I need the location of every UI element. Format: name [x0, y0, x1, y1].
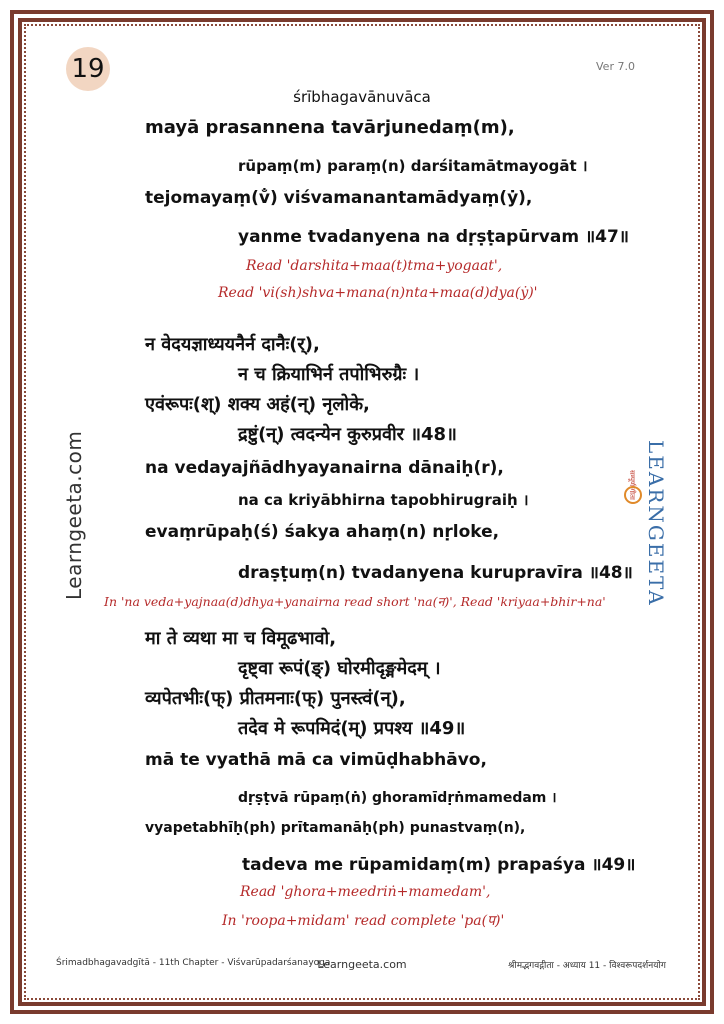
- verse48-iast-line3: evaṃrūpaḥ(ś) śakya ahaṃ(n) nṛloke,: [145, 522, 500, 542]
- verse49-deva-line3: व्यपेतभीः(फ्) प्रीतमनाः(फ्) पुनस्त्वं(न्),: [145, 688, 406, 709]
- verse47-line2: rūpaṃ(m) paraṃ(n) darśitamātmayogāt ।: [238, 157, 588, 175]
- verse49-deva-line4: तदेव मे रूपमिदं(म्) प्रपश्य ॥49॥: [238, 718, 466, 739]
- logo-wordmark: LEARNGEETA: [644, 440, 668, 607]
- verse47-note2: Read 'vi(sh)shva+mana(n)nta+maa(d)dya(ẏ)': [218, 285, 538, 301]
- version-label: Ver 7.0: [596, 60, 635, 73]
- page-number-badge: 19: [66, 47, 110, 91]
- verse47-line3: tejomayaṃ(v̐) viśvamanantamādyaṃ(ẏ),: [145, 188, 533, 208]
- verse48-deva-line3: एवंरूपः(श्) शक्य अहं(न्) नृलोके,: [145, 394, 370, 415]
- site-watermark: Learngeeta.com: [62, 430, 86, 600]
- verse49-deva-line1: मा ते व्यथा मा च विमूढभावो,: [145, 628, 337, 649]
- speaker-heading: śrībhagavānuvāca: [293, 88, 431, 106]
- verse47-note1: Read 'darshita+maa(t)tma+yogaat',: [246, 258, 503, 274]
- verse49-note2: In 'roopa+midam' read complete 'pa(प)': [222, 913, 505, 929]
- verse49-iast-line1: mā te vyathā mā ca vimūḍhabhāvo,: [145, 750, 487, 770]
- footer-left: Śrimadbhagavadgītā - 11th Chapter - Viśvarūpadarśanayoga: [56, 958, 331, 968]
- verse49-iast-line2: dṛṣṭvā rūpaṃ(ṅ) ghoramīdṛṅmamedam ।: [238, 790, 557, 806]
- verse49-note1: Read 'ghora+meedriṅ+mamedam',: [240, 884, 491, 900]
- verse49-iast-line3: vyapetabhīḥ(ph) prītamanāḥ(ph) punastvaṃ(n),: [145, 820, 526, 836]
- verse47-line1: mayā prasannena tavārjunedaṃ(m),: [145, 117, 515, 138]
- verse48-iast-line1: na vedayajñādhyayanairna dānaiḥ(r),: [145, 458, 504, 478]
- verse47-line4: yanme tvadanyena na dṛṣṭapūrvam ॥47॥: [238, 227, 629, 247]
- verse49-deva-line2: दृष्ट्वा रूपं(ङ्) घोरमीदृङ्ममेदम् ।: [238, 658, 441, 679]
- footer-right: श्रीमद्भगवद्गीता - अध्याय 11 - विश्वरूपदर्शनयोग: [508, 961, 666, 971]
- verse49-iast-line4: tadeva me rūpamidaṃ(m) prapaśya ॥49॥: [242, 855, 636, 875]
- footer-center: Learngeeta.com: [317, 958, 407, 971]
- learngeeta-logo: [628, 440, 672, 607]
- verse48-deva-line4: द्रष्टुं(न्) त्वदन्येन कुरुप्रवीर ॥48॥: [238, 424, 457, 445]
- logo-tagline: सम्पूर्ण गीता: [628, 470, 636, 500]
- verse48-iast-line4: draṣṭuṃ(n) tvadanyena kurupravīra ॥48॥: [238, 563, 633, 583]
- verse48-deva-line2: न च क्रियाभिर्न तपोभिरुग्रैः ।: [238, 364, 420, 385]
- verse48-iast-line2: na ca kriyābhirna tapobhirugraiḥ ।: [238, 491, 529, 509]
- verse48-deva-line1: न वेदयज्ञाध्ययनैर्न दानैः(र्),: [145, 334, 320, 355]
- verse48-note: In 'na veda+yajnaa(d)dhya+yanairna read short 'na(न)', Read 'kriyaa+bhir+na': [104, 594, 606, 609]
- logo-emblem-icon: [624, 486, 642, 504]
